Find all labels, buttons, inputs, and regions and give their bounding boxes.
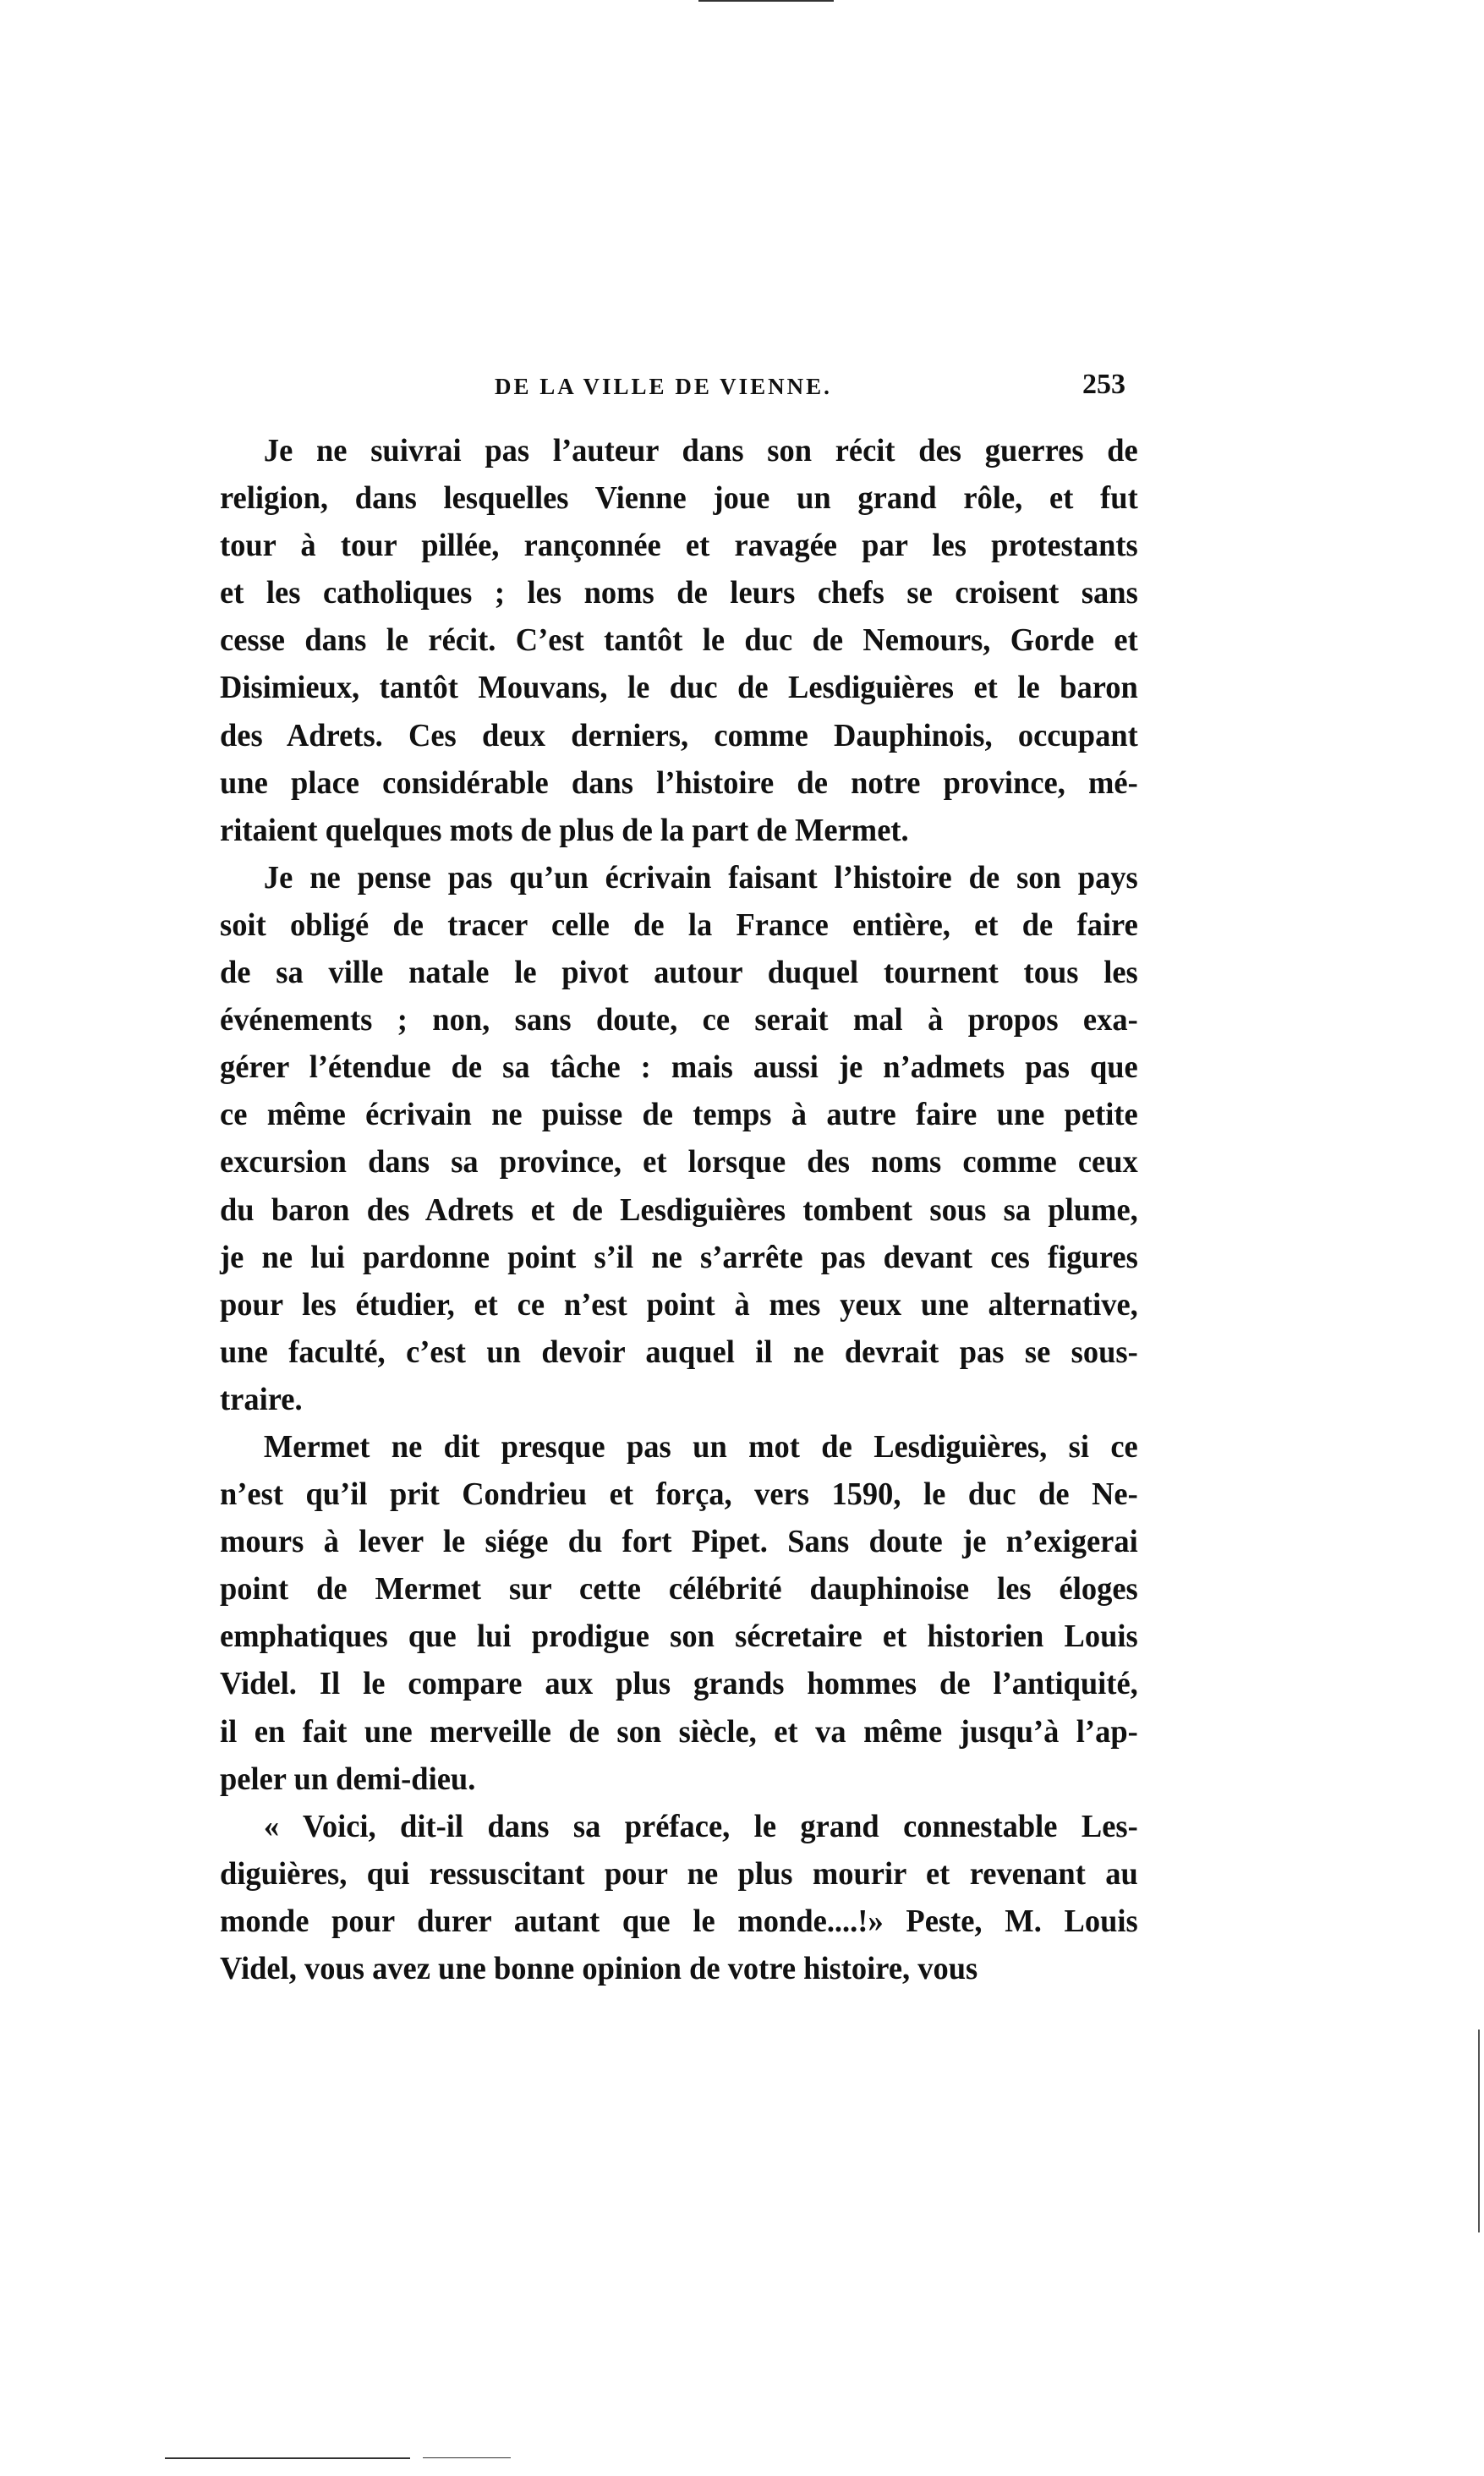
text-line: Je ne pense pas qu’un écrivain faisant l’histoire de son pays (263, 859, 1138, 896)
text-line: une place considérable dans l’histoire de notre province, mé- (220, 764, 1138, 801)
text-line: excursion dans sa province, et lorsque des noms comme ceux (220, 1144, 1138, 1180)
text-line: emphatiques que lui prodigue son sécretaire et historien Louis (220, 1619, 1138, 1655)
page-number: 253 (1082, 369, 1125, 400)
text-line: il en fait une merveille de son siècle, et va même jusqu’à l’ap- (220, 1713, 1138, 1750)
right-scan-edge (1478, 2030, 1480, 2232)
text-line: Videl, vous avez une bonne opinion de votre histoire, vous (220, 1951, 978, 1986)
text-line: de sa ville natale le pivot autour duquel tournent tous les (220, 955, 1138, 991)
text-line: traire. (220, 1381, 303, 1417)
text-line: Je ne suivrai pas l’auteur dans son récit des guerres de (263, 433, 1138, 468)
text-line: du baron des Adrets et de Lesdiguières tombent sous sa plume, (220, 1191, 1138, 1228)
running-title: DE LA VILLE DE VIENNE. (495, 374, 832, 399)
text-line: point de Mermet sur cette célébrité dauphinoise les éloges (220, 1571, 1138, 1608)
text-line: événements ; non, sans doute, ce serait mal à propos exa- (220, 1002, 1138, 1038)
text-line: monde pour durer autant que le monde....!» Peste, M. Louis (220, 1903, 1138, 1939)
text-line: une faculté, c’est un devoir auquel il ne devrait pas se sous- (220, 1334, 1138, 1370)
text-line: cesse dans le récit. C’est tantôt le duc de Nemours, Gorde et (220, 622, 1138, 659)
text-line: ritaient quelques mots de plus de la part de Mermet. (220, 812, 909, 848)
text-line: et les catholiques ; les noms de leurs chefs se croisent sans (220, 575, 1138, 611)
text-line: n’est qu’il prit Condrieu et força, vers 1590, le duc de Ne- (220, 1476, 1138, 1513)
text-line: religion, dans lesquelles Vienne joue un grand rôle, et fut (220, 480, 1138, 517)
text-line: gérer l’étendue de sa tâche : mais aussi je n’admets pas que (220, 1049, 1138, 1086)
text-line: pour les étudier, et ce n’est point à mes yeux une alternative, (220, 1286, 1138, 1323)
text-line: ce même écrivain ne puisse de temps à autre faire une petite (220, 1097, 1138, 1133)
text-line: je ne lui pardonne point s’il ne s’arrête pas devant ces figures (220, 1239, 1138, 1275)
bottom-scan-edge (165, 2457, 410, 2459)
text-line: des Adrets. Ces deux derniers, comme Dauphinois, occupant (220, 717, 1138, 753)
text-line: Videl. Il le compare aux plus grands hommes de l’antiquité, (220, 1666, 1138, 1702)
text-line: diguières, qui ressuscitant pour ne plus mourir et revenant au (220, 1855, 1138, 1892)
bottom-scan-edge-2 (423, 2457, 511, 2458)
text-line: soit obligé de tracer celle de la France entière, et de faire (220, 907, 1138, 943)
top-scan-edge (698, 0, 834, 2)
body-text (220, 427, 1138, 1992)
text-line: Disimieux, tantôt Mouvans, le duc de Lesdiguières et le baron (220, 670, 1138, 706)
text-line: Mermet ne dit presque pas un mot de Lesdiguières, si ce (263, 1428, 1138, 1465)
text-line: tour à tour pillée, rançonnée et ravagée par les protestants (220, 528, 1138, 564)
text-line: mours à lever le siége du fort Pipet. Sans doute je n’exigerai (220, 1524, 1138, 1560)
text-line: « Voici, dit-il dans sa préface, le grand connestable Les- (263, 1808, 1138, 1844)
text-line: peler un demi-dieu. (220, 1761, 476, 1797)
